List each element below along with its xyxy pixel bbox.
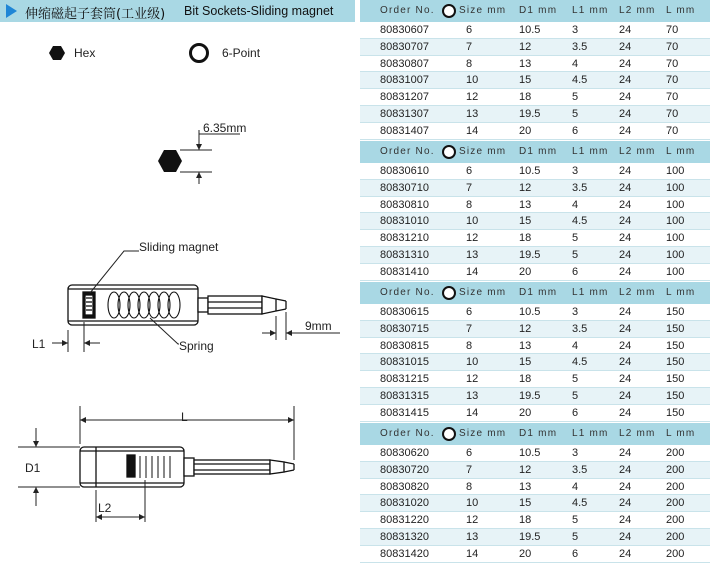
l: 150 [666, 339, 685, 352]
l: 150 [666, 306, 685, 318]
table-row [360, 180, 710, 197]
l1: 6 [572, 124, 579, 137]
col-size: Size mm [459, 5, 507, 16]
table-row [360, 405, 710, 422]
d1: 18 [519, 373, 532, 386]
l2: 24 [619, 107, 632, 120]
l: 100 [666, 265, 685, 278]
table-row [360, 495, 710, 512]
size: 6 [466, 447, 473, 459]
table-row [360, 529, 710, 546]
l: 70 [666, 40, 679, 53]
l2: 24 [619, 463, 632, 476]
order-no: 80830710 [380, 181, 429, 194]
table-row [360, 479, 710, 496]
spec-table-150 [360, 282, 710, 422]
size: 14 [466, 406, 479, 419]
l1: 6 [572, 547, 579, 560]
l: 200 [666, 530, 685, 543]
l1: 3 [572, 24, 579, 36]
d1: 18 [519, 514, 532, 527]
l1: 4 [572, 198, 579, 211]
sliding-magnet-label: Sliding magnet [139, 240, 219, 254]
size: 6 [466, 165, 473, 177]
l1: 5 [572, 514, 579, 527]
order-no: 80830810 [380, 198, 429, 211]
table-row [360, 338, 710, 355]
d1: 20 [519, 124, 532, 137]
l1: 3.5 [572, 322, 588, 335]
l1: 5 [572, 530, 579, 543]
l2: 24 [619, 530, 632, 543]
order-no: 80830707 [380, 40, 429, 53]
size: 6 [466, 306, 473, 318]
technical-drawing [0, 0, 358, 557]
order-no: 80830620 [380, 447, 429, 459]
col-l: L mm [666, 287, 696, 298]
six-point-icon [442, 286, 456, 300]
l: 70 [666, 124, 679, 137]
l: 70 [666, 57, 679, 70]
l1: 5 [572, 373, 579, 386]
six-point-icon [442, 427, 456, 441]
l2: 24 [619, 124, 632, 137]
d1: 19.5 [519, 389, 541, 402]
socket-cutaway [68, 285, 286, 325]
table-row [360, 512, 710, 529]
l2: 24 [619, 165, 632, 177]
table-header [360, 423, 710, 445]
spec-table-200 [360, 423, 710, 563]
table-row [360, 89, 710, 106]
hex-size-label: 6.35mm [203, 121, 247, 135]
col-l2: L2 mm [619, 5, 656, 16]
d1-label: D1 [25, 461, 41, 475]
order-no: 80831207 [380, 91, 429, 104]
d1: 12 [519, 322, 532, 335]
table-header [360, 141, 710, 163]
size: 14 [466, 265, 479, 278]
l: 70 [666, 24, 679, 36]
size: 8 [466, 198, 473, 211]
l2: 24 [619, 356, 632, 369]
spec-table-100 [360, 141, 710, 281]
table-row [360, 56, 710, 73]
six-point-icon [442, 4, 456, 18]
col-d1: D1 mm [519, 146, 558, 157]
table-row [360, 371, 710, 388]
l2: 24 [619, 547, 632, 560]
table-row [360, 388, 710, 405]
nine-mm-label: 9mm [305, 319, 332, 333]
l: 150 [666, 373, 685, 386]
order-no: 80830615 [380, 306, 429, 318]
l1: 3.5 [572, 181, 588, 194]
col-l: L mm [666, 5, 696, 16]
col-l2: L2 mm [619, 428, 656, 439]
order-no: 80830820 [380, 480, 429, 493]
d1: 13 [519, 339, 532, 352]
l2: 24 [619, 406, 632, 419]
l2: 24 [619, 322, 632, 335]
order-no: 80831410 [380, 265, 429, 278]
col-l: L mm [666, 428, 696, 439]
size: 12 [466, 232, 479, 245]
l: 150 [666, 406, 685, 419]
l2: 24 [619, 181, 632, 194]
l2: 24 [619, 447, 632, 459]
size: 7 [466, 40, 473, 53]
order-no: 80831415 [380, 406, 429, 419]
l: 150 [666, 356, 685, 369]
d1: 19.5 [519, 530, 541, 543]
l2: 24 [619, 232, 632, 245]
col-l2: L2 mm [619, 287, 656, 298]
l1: 3 [572, 306, 579, 318]
spring-label: Spring [179, 339, 214, 353]
size: 14 [466, 124, 479, 137]
legend-hex-label: Hex [74, 46, 96, 60]
table-row [360, 230, 710, 247]
size: 10 [466, 215, 479, 228]
col-l1: L1 mm [572, 428, 609, 439]
l: 100 [666, 181, 685, 194]
order-no: 80831210 [380, 232, 429, 245]
table-row [360, 247, 710, 264]
table-row [360, 354, 710, 371]
col-l1: L1 mm [572, 146, 609, 157]
table-row [360, 39, 710, 56]
title-chinese: 伸缩磁起子套筒(工业级) [25, 7, 166, 22]
l1: 4 [572, 480, 579, 493]
l2: 24 [619, 215, 632, 228]
order-no: 80831220 [380, 514, 429, 527]
d1: 18 [519, 91, 532, 104]
size: 6 [466, 24, 473, 36]
order-no: 80831407 [380, 124, 429, 137]
size: 8 [466, 339, 473, 352]
l1: 6 [572, 406, 579, 419]
table-row [360, 197, 710, 214]
size: 10 [466, 74, 479, 87]
col-size: Size mm [459, 428, 507, 439]
l: 200 [666, 497, 685, 510]
l: 200 [666, 480, 685, 493]
order-no: 80831007 [380, 74, 429, 87]
l2: 24 [619, 74, 632, 87]
l2: 24 [619, 373, 632, 386]
col-l2: L2 mm [619, 146, 656, 157]
hex-cross-section [158, 150, 182, 172]
l1: 5 [572, 91, 579, 104]
table-row [360, 304, 710, 321]
l-label: L [181, 410, 188, 424]
order-no: 80830610 [380, 165, 429, 177]
d1: 10.5 [519, 24, 541, 36]
l: 200 [666, 463, 685, 476]
l2: 24 [619, 480, 632, 493]
size: 12 [466, 91, 479, 104]
col-d1: D1 mm [519, 428, 558, 439]
table-row [360, 72, 710, 89]
size: 12 [466, 373, 479, 386]
l1: 3.5 [572, 40, 588, 53]
col-d1: D1 mm [519, 5, 558, 16]
table-row [360, 106, 710, 123]
col-size: Size mm [459, 146, 507, 157]
l1: 4 [572, 57, 579, 70]
order-no: 80830815 [380, 339, 429, 352]
l: 200 [666, 547, 685, 560]
l: 100 [666, 198, 685, 211]
order-no: 80830720 [380, 463, 429, 476]
d1: 18 [519, 232, 532, 245]
d1: 13 [519, 57, 532, 70]
l1: 4.5 [572, 356, 588, 369]
col-order-no: Order No. [380, 428, 435, 439]
size: 8 [466, 480, 473, 493]
d1: 19.5 [519, 107, 541, 120]
spec-table-70 [360, 0, 710, 140]
order-no: 80831420 [380, 547, 429, 560]
col-l1: L1 mm [572, 5, 609, 16]
l: 70 [666, 107, 679, 120]
table-header [360, 282, 710, 304]
d1: 19.5 [519, 248, 541, 261]
table-row [360, 546, 710, 563]
d1: 20 [519, 265, 532, 278]
l: 150 [666, 389, 685, 402]
l1: 5 [572, 248, 579, 261]
l1: 3 [572, 447, 579, 459]
l1: 4.5 [572, 74, 588, 87]
socket-assembled [80, 447, 294, 487]
l2: 24 [619, 265, 632, 278]
l1: 5 [572, 389, 579, 402]
order-no: 80830807 [380, 57, 429, 70]
order-no: 80831015 [380, 356, 429, 369]
size: 10 [466, 356, 479, 369]
d1: 15 [519, 497, 532, 510]
l1: 6 [572, 265, 579, 278]
d1: 15 [519, 215, 532, 228]
col-l1: L1 mm [572, 287, 609, 298]
table-row [360, 445, 710, 462]
col-size: Size mm [459, 287, 507, 298]
six-point-icon [191, 45, 208, 62]
col-order-no: Order No. [380, 146, 435, 157]
l: 70 [666, 74, 679, 87]
l: 100 [666, 248, 685, 261]
col-order-no: Order No. [380, 287, 435, 298]
l2: 24 [619, 57, 632, 70]
l1: 4 [572, 339, 579, 352]
l1-label: L1 [32, 337, 46, 351]
l: 150 [666, 322, 685, 335]
order-no: 80831020 [380, 497, 429, 510]
d1: 15 [519, 356, 532, 369]
size: 8 [466, 57, 473, 70]
order-no: 80831307 [380, 107, 429, 120]
l: 200 [666, 447, 685, 459]
table-row [360, 213, 710, 230]
l: 200 [666, 514, 685, 527]
table-row [360, 462, 710, 479]
col-l: L mm [666, 146, 696, 157]
col-d1: D1 mm [519, 287, 558, 298]
table-row [360, 22, 710, 39]
l2-label: L2 [98, 501, 112, 515]
d1: 10.5 [519, 447, 541, 459]
table-header [360, 0, 710, 22]
l2: 24 [619, 24, 632, 36]
table-row [360, 321, 710, 338]
hex-icon [49, 46, 65, 60]
l2: 24 [619, 389, 632, 402]
d1: 12 [519, 40, 532, 53]
legend-six-point-label: 6-Point [222, 46, 261, 60]
l: 100 [666, 215, 685, 228]
l1: 3 [572, 165, 579, 177]
d1: 13 [519, 198, 532, 211]
l2: 24 [619, 497, 632, 510]
l2: 24 [619, 248, 632, 261]
size: 7 [466, 463, 473, 476]
order-no: 80831215 [380, 373, 429, 386]
size: 14 [466, 547, 479, 560]
order-no: 80831315 [380, 389, 429, 402]
six-point-icon [442, 145, 456, 159]
l1: 3.5 [572, 463, 588, 476]
l2: 24 [619, 339, 632, 352]
d1: 20 [519, 406, 532, 419]
l2: 24 [619, 198, 632, 211]
l2: 24 [619, 40, 632, 53]
size: 7 [466, 181, 473, 194]
l2: 24 [619, 91, 632, 104]
size: 13 [466, 248, 479, 261]
col-order-no: Order No. [380, 5, 435, 16]
l2: 24 [619, 514, 632, 527]
d1: 15 [519, 74, 532, 87]
l1: 5 [572, 232, 579, 245]
table-row [360, 264, 710, 281]
d1: 12 [519, 463, 532, 476]
d1: 20 [519, 547, 532, 560]
size: 13 [466, 389, 479, 402]
d1: 10.5 [519, 306, 541, 318]
l: 100 [666, 232, 685, 245]
table-row [360, 163, 710, 180]
size: 10 [466, 497, 479, 510]
d1: 12 [519, 181, 532, 194]
order-no: 80831010 [380, 215, 429, 228]
size: 13 [466, 530, 479, 543]
d1: 13 [519, 480, 532, 493]
size: 13 [466, 107, 479, 120]
l: 100 [666, 165, 685, 177]
order-no: 80830715 [380, 322, 429, 335]
l1: 5 [572, 107, 579, 120]
title-english: Bit Sockets-Sliding magnet [184, 4, 334, 18]
size: 12 [466, 514, 479, 527]
l2: 24 [619, 306, 632, 318]
order-no: 80830607 [380, 24, 429, 36]
order-no: 80831310 [380, 248, 429, 261]
l1: 4.5 [572, 215, 588, 228]
order-no: 80831320 [380, 530, 429, 543]
d1: 10.5 [519, 165, 541, 177]
l1: 4.5 [572, 497, 588, 510]
size: 7 [466, 322, 473, 335]
l: 70 [666, 91, 679, 104]
table-row [360, 123, 710, 140]
